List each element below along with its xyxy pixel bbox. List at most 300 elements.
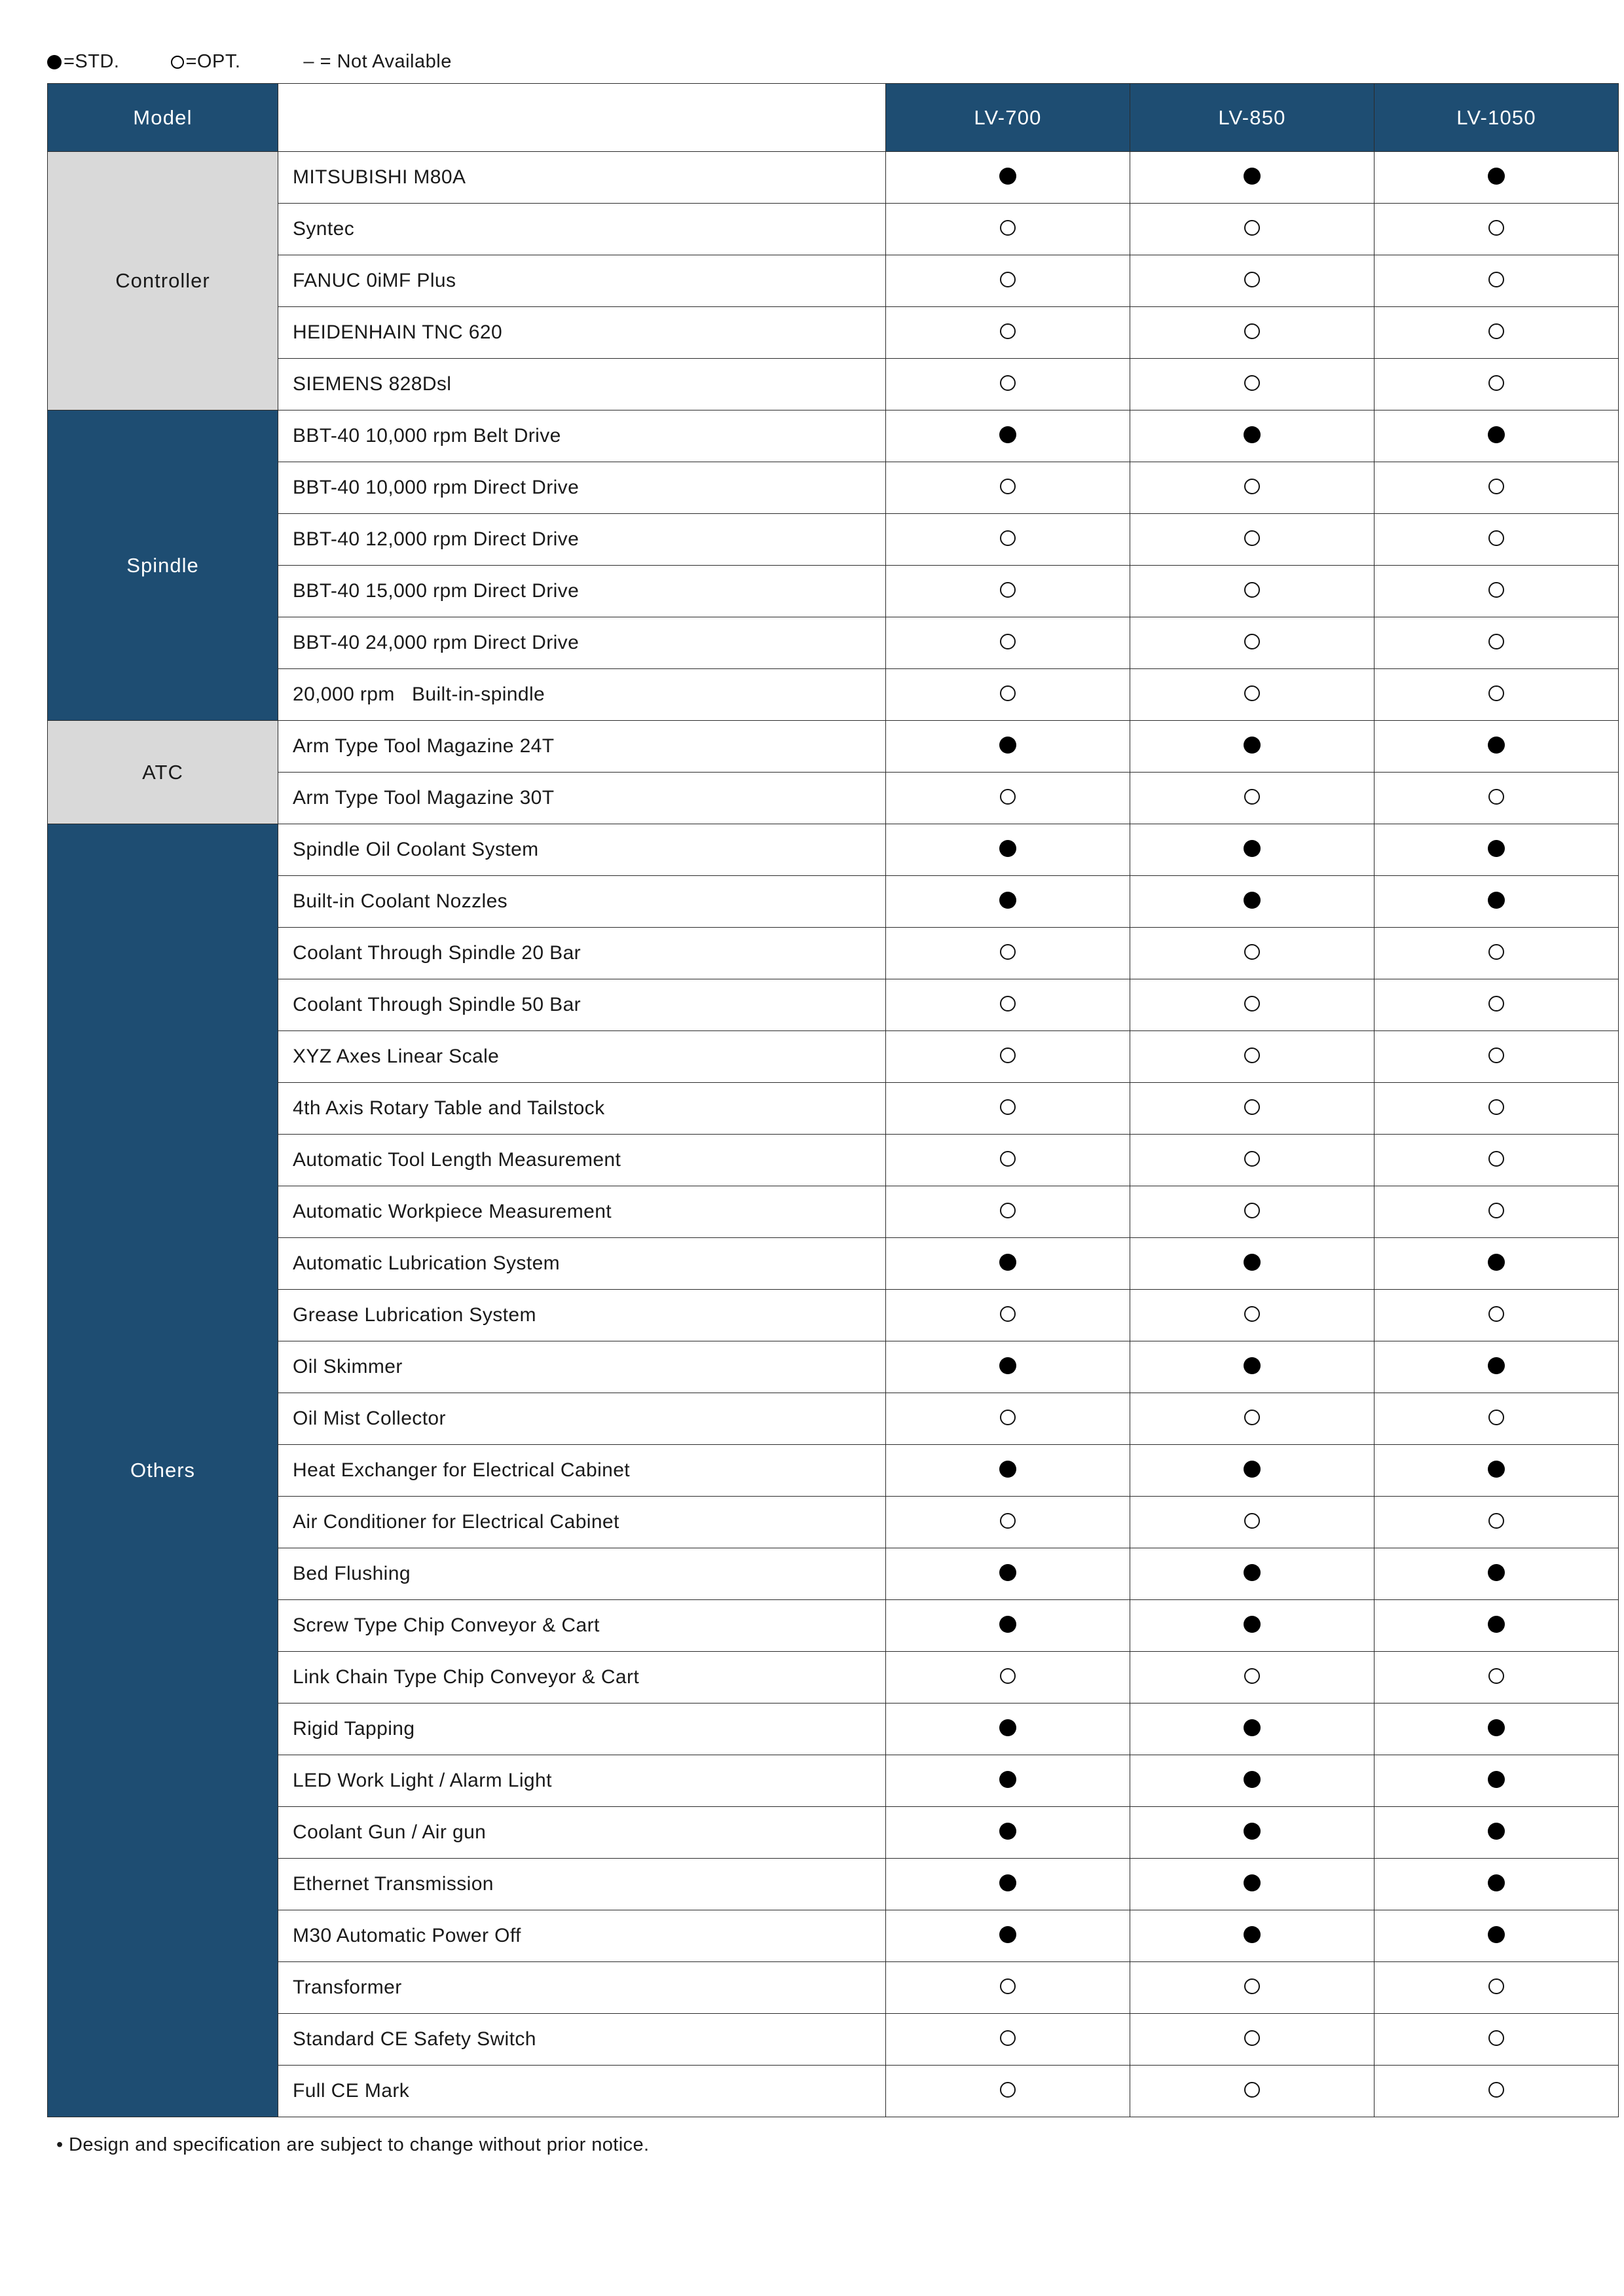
availability-cell-option: [886, 359, 1130, 410]
availability-cell-option: [886, 514, 1130, 566]
option-mark-icon: [1000, 789, 1016, 805]
feature-label: Coolant Through Spindle 50 Bar: [278, 979, 886, 1031]
availability-cell-option: [886, 617, 1130, 669]
availability-cell-option: [1130, 307, 1375, 359]
availability-cell-option: [1375, 204, 1619, 255]
table-row: [48, 514, 1619, 566]
header-model: Model: [48, 84, 278, 152]
availability-cell-option: [1375, 1497, 1619, 1548]
availability-cell-standard: [1130, 1238, 1375, 1290]
feature-label: Bed Flushing: [278, 1548, 886, 1600]
standard-mark-icon: [1488, 892, 1505, 909]
availability-cell-standard: [1375, 1341, 1619, 1393]
option-mark-icon: [1244, 582, 1260, 598]
table-row: [48, 876, 1619, 928]
option-mark-icon: [1488, 530, 1504, 546]
standard-mark-icon: [1488, 1564, 1505, 1581]
availability-cell-standard: [886, 1548, 1130, 1600]
header-col-lv1050: LV-1050: [1375, 84, 1619, 152]
option-mark-icon: [1000, 2082, 1016, 2098]
availability-cell-standard: [886, 1704, 1130, 1755]
table-row: [48, 1238, 1619, 1290]
availability-cell-standard: [1130, 721, 1375, 773]
table-row: [48, 204, 1619, 255]
availability-cell-option: [1130, 566, 1375, 617]
feature-label: Automatic Lubrication System: [278, 1238, 886, 1290]
availability-cell-option: [1130, 1393, 1375, 1445]
availability-cell-option: [886, 1393, 1130, 1445]
option-mark-icon: [1000, 375, 1016, 391]
option-mark-icon: [1000, 1513, 1016, 1529]
table-row: [48, 307, 1619, 359]
availability-cell-option: [886, 773, 1130, 824]
standard-mark-icon: [1244, 840, 1261, 857]
availability-cell-standard: [1375, 721, 1619, 773]
availability-cell-option: [1130, 1135, 1375, 1186]
standard-mark-icon: [999, 1564, 1016, 1581]
group-label: ATC: [48, 721, 278, 824]
legend: [47, 51, 1565, 73]
feature-label: Arm Type Tool Magazine 30T: [278, 773, 886, 824]
table-row: [48, 1962, 1619, 2014]
option-mark-icon: [1244, 323, 1260, 339]
feature-label: Coolant Through Spindle 20 Bar: [278, 928, 886, 979]
option-mark-icon: [1000, 1203, 1016, 1218]
availability-cell-standard: [1375, 876, 1619, 928]
availability-cell-standard: [886, 721, 1130, 773]
availability-cell-option: [1130, 1290, 1375, 1341]
option-mark-icon: [1488, 479, 1504, 494]
option-mark-icon: [1000, 1306, 1016, 1322]
availability-cell-option: [1375, 1962, 1619, 2014]
availability-cell-standard: [886, 1859, 1130, 1910]
feature-label: Ethernet Transmission: [278, 1859, 886, 1910]
table-row: [48, 2066, 1619, 2117]
option-mark-icon: [1488, 2082, 1504, 2098]
option-mark-icon: [1000, 272, 1016, 287]
table-row: [48, 721, 1619, 773]
availability-cell-option: [886, 1962, 1130, 2014]
option-mark-icon: [1000, 479, 1016, 494]
option-mark-icon: [1244, 1668, 1260, 1684]
option-mark-icon: [1000, 1099, 1016, 1115]
availability-cell-standard: [886, 1600, 1130, 1652]
legend-std: [47, 51, 120, 73]
availability-cell-option: [1130, 979, 1375, 1031]
option-mark-icon: [1244, 944, 1260, 960]
availability-cell-standard: [1375, 1704, 1619, 1755]
option-mark-icon: [1488, 1151, 1504, 1167]
availability-cell-standard: [886, 410, 1130, 462]
availability-cell-option: [886, 204, 1130, 255]
availability-cell-option: [1130, 773, 1375, 824]
availability-cell-option: [886, 2014, 1130, 2066]
availability-cell-option: [886, 1652, 1130, 1704]
option-mark-icon: [1244, 1048, 1260, 1063]
feature-label: Transformer: [278, 1962, 886, 2014]
standard-mark-icon: [1488, 1823, 1505, 1840]
feature-label: HEIDENHAIN TNC 620: [278, 307, 886, 359]
filled-circle-icon: [47, 55, 62, 69]
header-item-blank: [278, 84, 886, 152]
standard-mark-icon: [1244, 1254, 1261, 1271]
availability-cell-option: [1130, 1083, 1375, 1135]
option-mark-icon: [1488, 272, 1504, 287]
option-mark-icon: [1488, 1513, 1504, 1529]
option-mark-icon: [1244, 1099, 1260, 1115]
feature-label: Spindle Oil Coolant System: [278, 824, 886, 876]
availability-cell-option: [1130, 359, 1375, 410]
standard-mark-icon: [999, 1926, 1016, 1943]
availability-cell-option: [886, 2066, 1130, 2117]
availability-cell-standard: [1375, 1755, 1619, 1807]
availability-cell-standard: [1130, 1910, 1375, 1962]
availability-cell-standard: [886, 1445, 1130, 1497]
feature-label: Air Conditioner for Electrical Cabinet: [278, 1497, 886, 1548]
option-mark-icon: [1488, 789, 1504, 805]
feature-label: BBT-40 15,000 rpm Direct Drive: [278, 566, 886, 617]
availability-cell-option: [1375, 359, 1619, 410]
table-row: [48, 462, 1619, 514]
feature-label: Arm Type Tool Magazine 24T: [278, 721, 886, 773]
table-row: [48, 617, 1619, 669]
feature-label: Screw Type Chip Conveyor & Cart: [278, 1600, 886, 1652]
feature-label: Heat Exchanger for Electrical Cabinet: [278, 1445, 886, 1497]
table-row: [48, 359, 1619, 410]
feature-label: BBT-40 24,000 rpm Direct Drive: [278, 617, 886, 669]
availability-cell-standard: [1130, 1600, 1375, 1652]
availability-cell-standard: [886, 876, 1130, 928]
feature-label: Built-in Coolant Nozzles: [278, 876, 886, 928]
standard-mark-icon: [1488, 168, 1505, 185]
feature-label: Automatic Workpiece Measurement: [278, 1186, 886, 1238]
availability-cell-option: [1375, 928, 1619, 979]
option-mark-icon: [1488, 1978, 1504, 1994]
option-mark-icon: [1244, 1410, 1260, 1425]
standard-mark-icon: [999, 426, 1016, 443]
standard-mark-icon: [999, 737, 1016, 754]
option-mark-icon: [1000, 944, 1016, 960]
specification-table: [47, 83, 1619, 2117]
standard-mark-icon: [1488, 840, 1505, 857]
option-mark-icon: [1488, 1668, 1504, 1684]
option-mark-icon: [1244, 375, 1260, 391]
table-header: [48, 84, 1619, 152]
table-row: [48, 1445, 1619, 1497]
feature-label: Link Chain Type Chip Conveyor & Cart: [278, 1652, 886, 1704]
availability-cell-option: [1130, 2066, 1375, 2117]
table-row: [48, 1704, 1619, 1755]
table-row: [48, 1548, 1619, 1600]
availability-cell-option: [1375, 307, 1619, 359]
availability-cell-standard: [1130, 152, 1375, 204]
table-row: [48, 1083, 1619, 1135]
option-mark-icon: [1244, 1306, 1260, 1322]
availability-cell-standard: [886, 1341, 1130, 1393]
option-mark-icon: [1000, 996, 1016, 1011]
option-mark-icon: [1000, 582, 1016, 598]
table-row: [48, 152, 1619, 204]
table-row: [48, 1290, 1619, 1341]
availability-cell-standard: [886, 1807, 1130, 1859]
table-row: [48, 1600, 1619, 1652]
group-label: Controller: [48, 152, 278, 410]
standard-mark-icon: [999, 840, 1016, 857]
table-row: [48, 1807, 1619, 1859]
availability-cell-option: [886, 928, 1130, 979]
availability-cell-option: [1130, 1962, 1375, 2014]
option-mark-icon: [1488, 323, 1504, 339]
standard-mark-icon: [1488, 1874, 1505, 1891]
option-mark-icon: [1488, 1048, 1504, 1063]
availability-cell-option: [1375, 617, 1619, 669]
option-mark-icon: [1244, 2082, 1260, 2098]
availability-cell-option: [886, 1497, 1130, 1548]
legend-na-label: – = Not Available: [303, 51, 452, 72]
standard-mark-icon: [1244, 1357, 1261, 1374]
standard-mark-icon: [999, 1616, 1016, 1633]
standard-mark-icon: [1488, 1771, 1505, 1788]
availability-cell-option: [886, 669, 1130, 721]
option-mark-icon: [1488, 685, 1504, 701]
standard-mark-icon: [1244, 1616, 1261, 1633]
availability-cell-standard: [886, 824, 1130, 876]
table-row: [48, 669, 1619, 721]
standard-mark-icon: [1488, 1926, 1505, 1943]
standard-mark-icon: [1488, 1461, 1505, 1478]
feature-label: Coolant Gun / Air gun: [278, 1807, 886, 1859]
availability-cell-standard: [1130, 1704, 1375, 1755]
availability-cell-standard: [1375, 152, 1619, 204]
feature-label: SIEMENS 828Dsl: [278, 359, 886, 410]
table-row: [48, 928, 1619, 979]
feature-label: Automatic Tool Length Measurement: [278, 1135, 886, 1186]
standard-mark-icon: [999, 1461, 1016, 1478]
feature-label: BBT-40 10,000 rpm Belt Drive: [278, 410, 886, 462]
availability-cell-option: [1130, 2014, 1375, 2066]
availability-cell-option: [886, 1083, 1130, 1135]
option-mark-icon: [1244, 634, 1260, 649]
option-mark-icon: [1488, 582, 1504, 598]
feature-label: Oil Skimmer: [278, 1341, 886, 1393]
option-mark-icon: [1244, 479, 1260, 494]
table-row: [48, 1341, 1619, 1393]
standard-mark-icon: [999, 1357, 1016, 1374]
availability-cell-option: [1375, 1031, 1619, 1083]
availability-cell-standard: [1130, 1859, 1375, 1910]
table-row: [48, 824, 1619, 876]
standard-mark-icon: [999, 1719, 1016, 1736]
option-mark-icon: [1000, 323, 1016, 339]
availability-cell-option: [1130, 1652, 1375, 1704]
availability-cell-standard: [1375, 1910, 1619, 1962]
availability-cell-standard: [1375, 1238, 1619, 1290]
table-header-row: [48, 84, 1619, 152]
standard-mark-icon: [1244, 737, 1261, 754]
availability-cell-option: [1130, 1497, 1375, 1548]
option-mark-icon: [1244, 789, 1260, 805]
feature-label: Syntec: [278, 204, 886, 255]
group-label: Spindle: [48, 410, 278, 721]
standard-mark-icon: [1488, 1616, 1505, 1633]
availability-cell-option: [1130, 928, 1375, 979]
option-mark-icon: [1488, 1099, 1504, 1115]
standard-mark-icon: [1244, 1874, 1261, 1891]
standard-mark-icon: [1488, 737, 1505, 754]
option-mark-icon: [1488, 996, 1504, 1011]
availability-cell-option: [886, 1290, 1130, 1341]
table-row: [48, 1910, 1619, 1962]
availability-cell-option: [1375, 1652, 1619, 1704]
option-mark-icon: [1244, 530, 1260, 546]
option-mark-icon: [1244, 2030, 1260, 2046]
standard-mark-icon: [1244, 1926, 1261, 1943]
availability-cell-option: [886, 1135, 1130, 1186]
legend-std-label: =STD.: [64, 51, 120, 72]
feature-label: 4th Axis Rotary Table and Tailstock: [278, 1083, 886, 1135]
availability-cell-standard: [1375, 824, 1619, 876]
standard-mark-icon: [999, 892, 1016, 909]
availability-cell-option: [886, 255, 1130, 307]
option-mark-icon: [1244, 1978, 1260, 1994]
option-mark-icon: [1000, 1410, 1016, 1425]
availability-cell-option: [1375, 979, 1619, 1031]
table-row: [48, 1755, 1619, 1807]
standard-mark-icon: [1488, 426, 1505, 443]
option-mark-icon: [1488, 634, 1504, 649]
option-mark-icon: [1000, 220, 1016, 236]
feature-label: LED Work Light / Alarm Light: [278, 1755, 886, 1807]
availability-cell-standard: [1130, 1807, 1375, 1859]
legend-opt: [171, 51, 241, 73]
availability-cell-standard: [1375, 1859, 1619, 1910]
option-mark-icon: [1244, 220, 1260, 236]
feature-label: BBT-40 12,000 rpm Direct Drive: [278, 514, 886, 566]
table-row: [48, 410, 1619, 462]
table-row: [48, 1393, 1619, 1445]
availability-cell-option: [1375, 2066, 1619, 2117]
header-col-lv850: LV-850: [1130, 84, 1375, 152]
availability-cell-option: [1375, 255, 1619, 307]
availability-cell-option: [1375, 566, 1619, 617]
option-mark-icon: [1000, 2030, 1016, 2046]
availability-cell-option: [1375, 514, 1619, 566]
table-body: [48, 152, 1619, 2117]
availability-cell-option: [1130, 204, 1375, 255]
table-row: [48, 2014, 1619, 2066]
availability-cell-standard: [1130, 876, 1375, 928]
availability-cell-standard: [886, 1755, 1130, 1807]
availability-cell-standard: [1130, 1548, 1375, 1600]
availability-cell-option: [1375, 2014, 1619, 2066]
availability-cell-standard: [1130, 1755, 1375, 1807]
table-row: [48, 1859, 1619, 1910]
table-row: [48, 979, 1619, 1031]
standard-mark-icon: [1244, 1719, 1261, 1736]
standard-mark-icon: [999, 1874, 1016, 1891]
option-mark-icon: [1000, 685, 1016, 701]
option-mark-icon: [1488, 1306, 1504, 1322]
feature-label: Full CE Mark: [278, 2066, 886, 2117]
standard-mark-icon: [1488, 1719, 1505, 1736]
table-row: [48, 255, 1619, 307]
availability-cell-option: [1130, 1186, 1375, 1238]
availability-cell-option: [886, 462, 1130, 514]
option-mark-icon: [1000, 1048, 1016, 1063]
option-mark-icon: [1244, 1151, 1260, 1167]
availability-cell-standard: [886, 152, 1130, 204]
option-mark-icon: [1000, 634, 1016, 649]
standard-mark-icon: [1244, 1823, 1261, 1840]
availability-cell-option: [886, 979, 1130, 1031]
standard-mark-icon: [1244, 426, 1261, 443]
standard-mark-icon: [1244, 1771, 1261, 1788]
option-mark-icon: [1244, 996, 1260, 1011]
standard-mark-icon: [1488, 1357, 1505, 1374]
availability-cell-standard: [1375, 1445, 1619, 1497]
option-mark-icon: [1000, 1668, 1016, 1684]
availability-cell-option: [1375, 1186, 1619, 1238]
legend-opt-label: =OPT.: [185, 51, 241, 72]
availability-cell-option: [1375, 462, 1619, 514]
standard-mark-icon: [1488, 1254, 1505, 1271]
option-mark-icon: [1244, 272, 1260, 287]
option-mark-icon: [1244, 685, 1260, 701]
availability-cell-option: [886, 1031, 1130, 1083]
standard-mark-icon: [1244, 892, 1261, 909]
availability-cell-option: [1375, 669, 1619, 721]
availability-cell-standard: [1130, 1445, 1375, 1497]
open-circle-icon: [171, 56, 184, 69]
table-row: [48, 1135, 1619, 1186]
table-row: [48, 773, 1619, 824]
availability-cell-option: [1375, 1135, 1619, 1186]
availability-cell-standard: [1130, 824, 1375, 876]
option-mark-icon: [1488, 2030, 1504, 2046]
table-row: [48, 566, 1619, 617]
availability-cell-option: [1375, 773, 1619, 824]
table-row: [48, 1497, 1619, 1548]
availability-cell-option: [1375, 1083, 1619, 1135]
availability-cell-option: [1130, 462, 1375, 514]
feature-label: 20,000 rpm Built-in-spindle: [278, 669, 886, 721]
standard-mark-icon: [999, 1254, 1016, 1271]
option-mark-icon: [1244, 1513, 1260, 1529]
standard-mark-icon: [1244, 168, 1261, 185]
availability-cell-option: [1130, 514, 1375, 566]
table-row: [48, 1031, 1619, 1083]
feature-label: XYZ Axes Linear Scale: [278, 1031, 886, 1083]
feature-label: Rigid Tapping: [278, 1704, 886, 1755]
availability-cell-standard: [1375, 1807, 1619, 1859]
feature-label: Oil Mist Collector: [278, 1393, 886, 1445]
availability-cell-standard: [1130, 410, 1375, 462]
availability-cell-option: [1130, 1031, 1375, 1083]
availability-cell-option: [886, 307, 1130, 359]
availability-cell-standard: [886, 1238, 1130, 1290]
feature-label: BBT-40 10,000 rpm Direct Drive: [278, 462, 886, 514]
group-label: Others: [48, 824, 278, 2117]
availability-cell-option: [1375, 1393, 1619, 1445]
availability-cell-option: [886, 1186, 1130, 1238]
availability-cell-option: [1130, 617, 1375, 669]
option-mark-icon: [1488, 944, 1504, 960]
feature-label: Standard CE Safety Switch: [278, 2014, 886, 2066]
availability-cell-standard: [1130, 1341, 1375, 1393]
standard-mark-icon: [999, 1823, 1016, 1840]
feature-label: Grease Lubrication System: [278, 1290, 886, 1341]
availability-cell-option: [1130, 669, 1375, 721]
